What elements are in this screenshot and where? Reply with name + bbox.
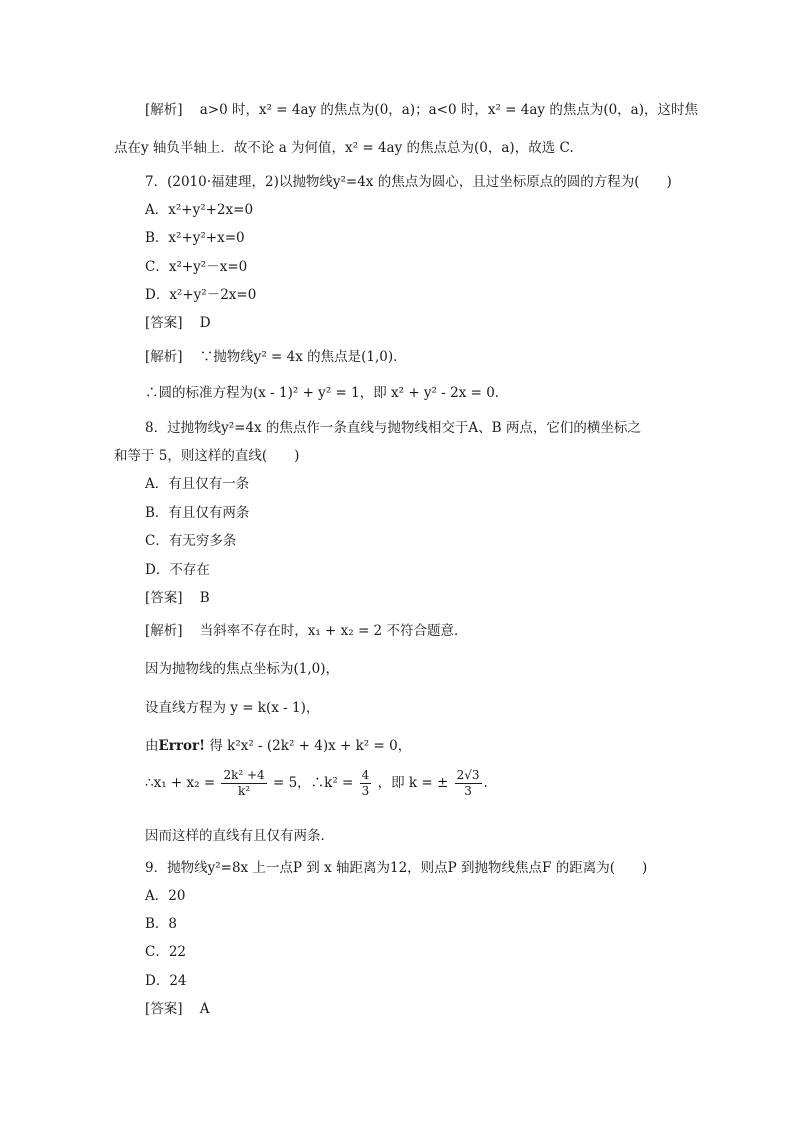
- q8-analysis-line-3: 设直线方程为 y = k(x - 1)，: [145, 700, 320, 716]
- q7-option-c: C．x²+y²－x=0: [145, 259, 248, 275]
- fraction-k-squared-numerator: 4: [361, 768, 370, 782]
- q7-analysis-line-2: ∴圆的标准方程为(x - 1)² + y² = 1，即 x² + y² - 2x = 0.: [145, 385, 500, 401]
- q8-option-c: C．有无穷多条: [145, 533, 237, 549]
- q8-analysis-label: [解析]: [145, 623, 183, 639]
- q9-answer-value: A: [199, 1001, 210, 1017]
- fraction-sum-denominator: k²: [238, 784, 251, 798]
- q9-option-a: A．20: [145, 888, 186, 904]
- q8-stem-line-2: 和等于 5，则这样的直线( ): [114, 448, 300, 464]
- q8-stem-line-1: 8．过抛物线y²=4x 的焦点作一条直线与抛物线相交于A、B 两点，它们的横坐标之: [145, 420, 641, 436]
- fraction-k-squared: [360, 768, 372, 799]
- sum-lhs: ∴x₁ + x₂ =: [145, 775, 216, 791]
- q8-answer: [145, 588, 210, 608]
- q7-analysis-label: [解析]: [145, 349, 183, 365]
- q7-option-a: A．x²+y²+2x=0: [145, 202, 254, 218]
- sum-mid: = 5，∴k² =: [272, 775, 354, 791]
- q7-answer: [145, 313, 211, 333]
- q8-option-b: B．有且仅有两条: [145, 505, 250, 521]
- q8-analysis-text-1: 当斜率不存在时，x₁ + x₂ = 2 不符合题意．: [199, 623, 468, 639]
- fraction-k-squared-denominator: 3: [361, 784, 370, 798]
- fraction-sum-numerator: 2k² +4: [223, 768, 265, 782]
- fraction-k-numerator: 2√3: [456, 768, 480, 782]
- q9-stem: 9．抛物线y²=8x 上一点P 到 x 轴距离为12，则点P 到抛物线焦点F 的距离为( ): [145, 860, 648, 876]
- q7-stem: 7．(2010·福建理，2)以抛物线y²=4x 的焦点为圆心，且过坐标原点的圆的方程为( ): [145, 174, 672, 190]
- q9-option-d: D．24: [145, 973, 187, 989]
- q7-analysis-text-1: ∵抛物线y² = 4x 的焦点是(1,0)．: [199, 349, 407, 365]
- q8-analysis-4-prefix: 由: [145, 738, 159, 754]
- q8-analysis-line-1: [145, 621, 467, 641]
- sum-end: .: [483, 775, 488, 791]
- q9-answer: [145, 999, 209, 1019]
- q8-analysis-line-4: [145, 736, 411, 756]
- sum-tail: ，即 k = ±: [377, 775, 449, 791]
- q8-option-d: D．不存在: [145, 562, 210, 578]
- q7-answer-label: [答案]: [145, 315, 183, 331]
- q6-analysis-label: [解析]: [145, 102, 183, 118]
- fraction-k: [455, 768, 482, 799]
- q8-analysis-line-5: [145, 768, 488, 799]
- fraction-sum: [221, 768, 266, 799]
- q6-analysis-line-2: 点在y 轴负半轴上．故不论 a 为何值，x² = 4ay 的焦点总为(0，a)，故选 C.: [114, 140, 574, 156]
- fraction-k-denominator: 3: [464, 784, 472, 798]
- q9-option-b: B．8: [145, 916, 178, 932]
- error-text: Error!: [158, 738, 206, 754]
- q8-answer-label: [答案]: [145, 590, 183, 606]
- q8-analysis-line-2: 因为抛物线的焦点坐标为(1,0)，: [145, 661, 340, 677]
- q8-option-a: A．有且仅有一条: [145, 476, 250, 492]
- q8-answer-value: B: [199, 590, 210, 606]
- q9-answer-label: [答案]: [145, 1001, 183, 1017]
- q6-analysis-line-1: [145, 100, 698, 120]
- q6-analysis-text: a>0 时，x² = 4ay 的焦点为(0，a)；a<0 时，x² = 4ay 的焦点为(0，a)，这时焦: [199, 102, 698, 118]
- q8-analysis-4-rest: 得 k²x² - (2k² + 4)x + k² = 0，: [205, 738, 412, 754]
- q7-analysis-line-1: [145, 347, 407, 367]
- q7-answer-value: D: [199, 315, 211, 331]
- q9-option-c: C．22: [145, 944, 187, 960]
- q7-option-d: D．x²+y²－2x=0: [145, 287, 257, 303]
- q7-option-b: B．x²+y²+x=0: [145, 230, 245, 246]
- q8-analysis-line-6: 因而这样的直线有且仅有两条．: [145, 828, 334, 844]
